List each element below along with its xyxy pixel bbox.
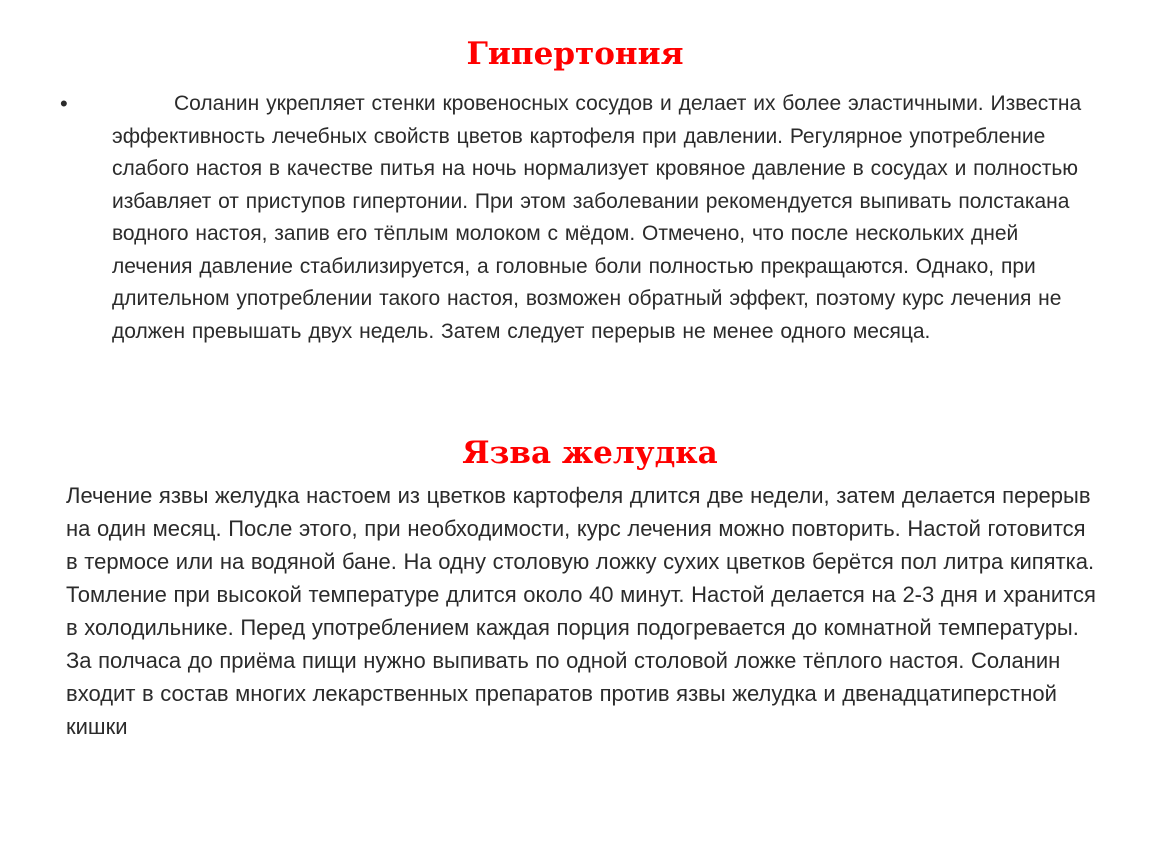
hypertension-paragraph: Соланин укрепляет стенки кровеносных сосудов и делает их более эластичными. Известна эффективность лечебных свойств цветов картофеля при давлении. Регулярное употребление слабого настоя в качестве питья на ночь нормализует кровяное давление в сосудах и полностью избавляет от приступов гипертонии. При этом заболевании рекомендуется выпивать полстакана водного настоя, запив его тёплым молоком с мёдом. Отмечено, что после нескольких дней лечения давление стабилизируется, а головные боли полностью прекращаются. Однако, при длительном употреблении такого настоя, возможен обратный эффект, поэтому курс лечения не должен превышать двух недель. Затем следует перерыв не менее одного месяца. xyxy=(112,92,1082,343)
heading-stomach-ulcer: Язва желудка xyxy=(462,435,718,471)
bullet-icon: • xyxy=(60,91,68,116)
heading-hypertension: Гипертония xyxy=(466,36,684,72)
stomach-ulcer-paragraph: Лечение язвы желудка настоем из цветков картофеля длится две недели, затем делается перерыв на один месяц. После этого, при необходимости, курс лечения можно повторить. Настой готовится в термосе или на водяной бане. На одну столовую ложку сухих цветков берётся пол литра кипятка. Томление при высокой температуре длится около 40 минут. Настой делается на 2-3 дня и хранится в холодильнике. Перед употреблением каждая порция подогревается до комнатной температуры. За полчаса до приёма пищи нужно выпивать по одной столовой ложке тёплого настоя. Соланин входит в состав многих лекарственных препаратов против язвы желудка и двенадцатиперстной кишки xyxy=(66,483,1096,739)
